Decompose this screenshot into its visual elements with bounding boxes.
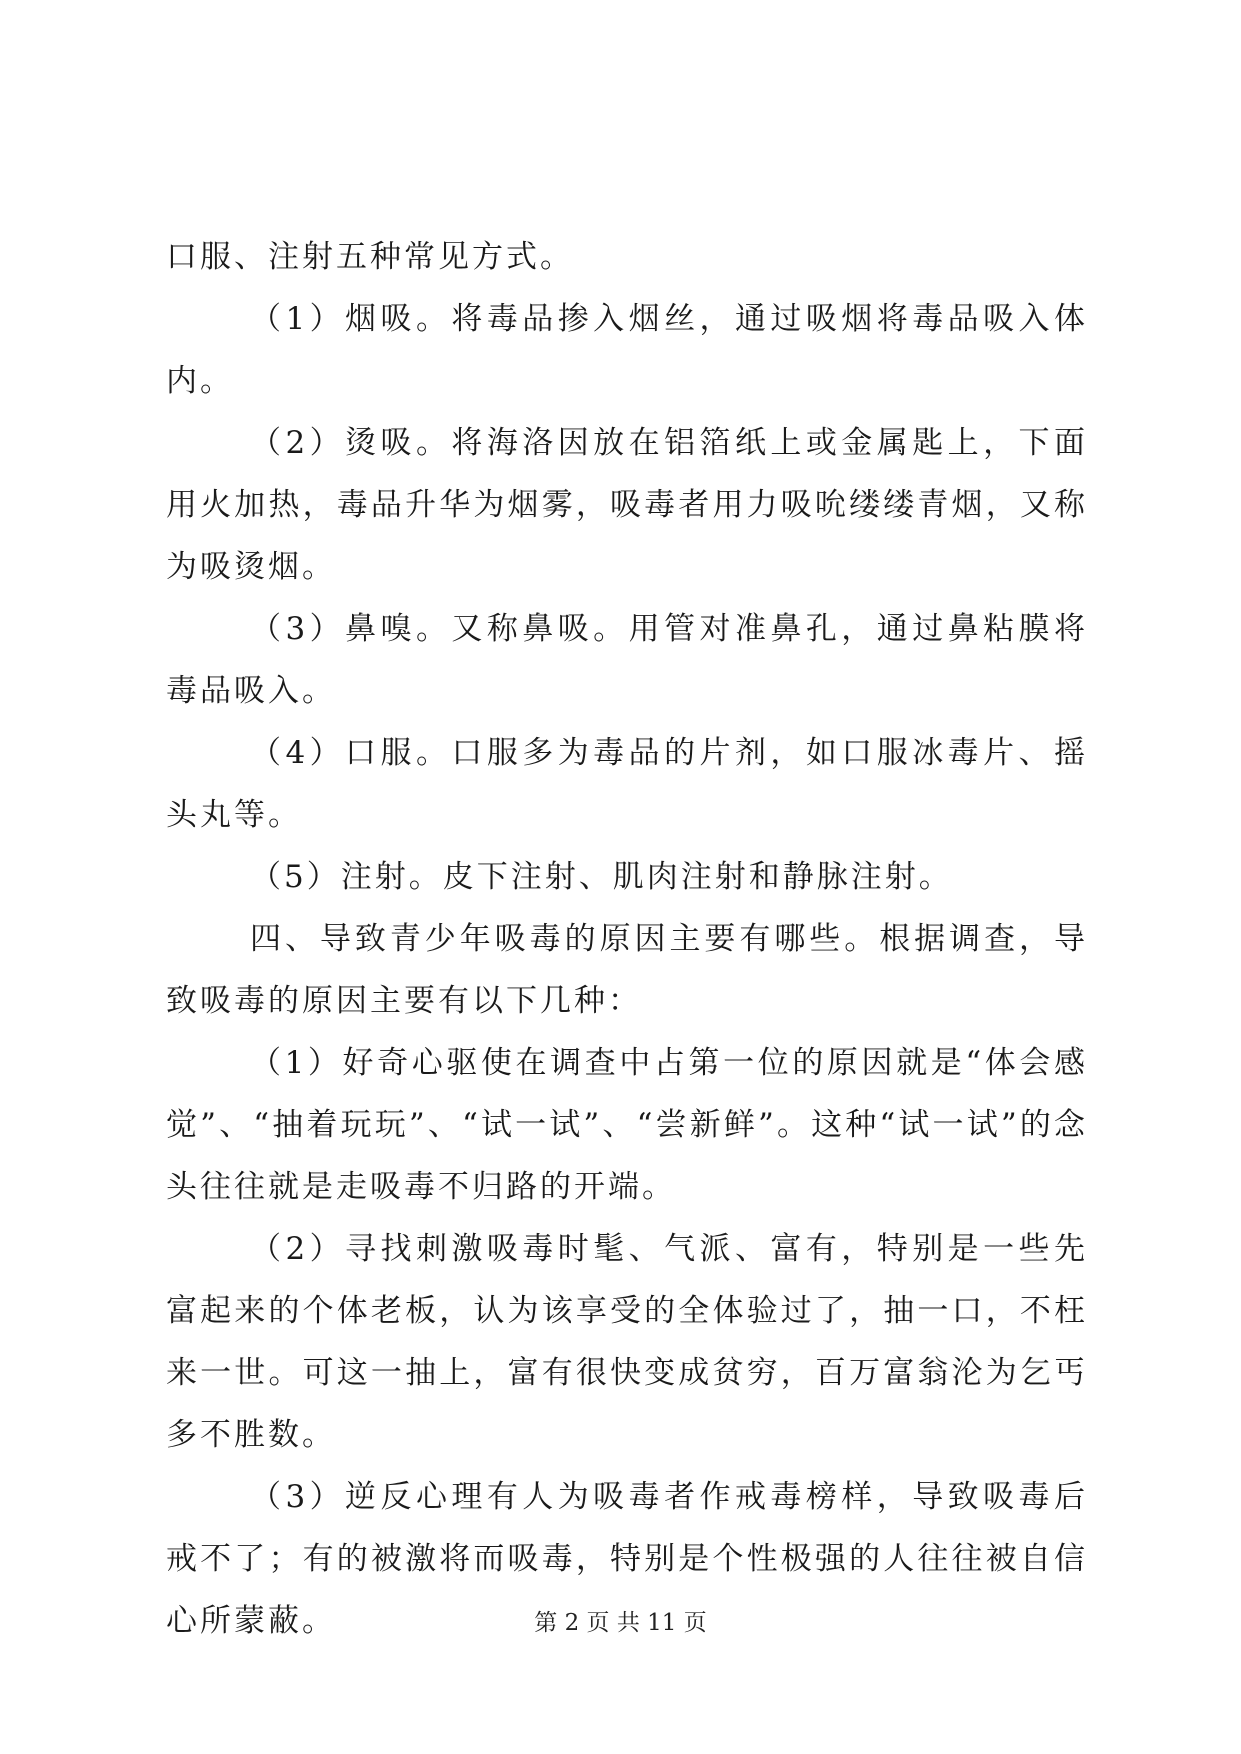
paragraph-continuation: 口服、注射五种常见方式。 — [166, 239, 574, 275]
page-footer: 第 2 页 共 11 页 — [534, 1610, 707, 1636]
body-text — [166, 226, 1088, 1652]
paragraph-curiosity: （1）好奇心驱使在调查中占第一位的原因就是“体会感觉”、“抽着玩玩”、“试一试”、“尝新鲜”。这种“试一试”的念头往往就是走吸毒不归路的开端。 — [166, 1045, 1088, 1205]
paragraph-smoking: （1）烟吸。将毒品掺入烟丝，通过吸烟将毒品吸入体内。 — [166, 301, 1088, 399]
paragraph-thrill: （2）寻找刺激吸毒时髦、气派、富有，特别是一些先富起来的个体老板，认为该享受的全体验过了，抽一口，不枉来一世。可这一抽上，富有很快变成贫穷，百万富翁沦为乞丐多不胜数。 — [166, 1231, 1088, 1453]
paragraph-rebellion: （3）逆反心理有人为吸毒者作戒毒榜样，导致吸毒后戒不了；有的被激将而吸毒，特别是个性极强的人往往被自信心所蒙蔽。 — [166, 1479, 1088, 1639]
section-four-heading: 四、导致青少年吸毒的原因主要有哪些。根据调查，导致吸毒的原因主要有以下几种： — [166, 921, 1088, 1019]
paragraph-heating: （2）烫吸。将海洛因放在铝箔纸上或金属匙上，下面用火加热，毒品升华为烟雾，吸毒者用力吸吮缕缕青烟，又称为吸烫烟。 — [166, 425, 1088, 585]
paragraph-snorting: （3）鼻嗅。又称鼻吸。用管对准鼻孔，通过鼻粘膜将毒品吸入。 — [166, 611, 1088, 709]
paragraph-injection: （5）注射。皮下注射、肌肉注射和静脉注射。 — [250, 859, 953, 895]
paragraph-oral: （4）口服。口服多为毒品的片剂，如口服冰毒片、摇头丸等。 — [166, 735, 1088, 833]
